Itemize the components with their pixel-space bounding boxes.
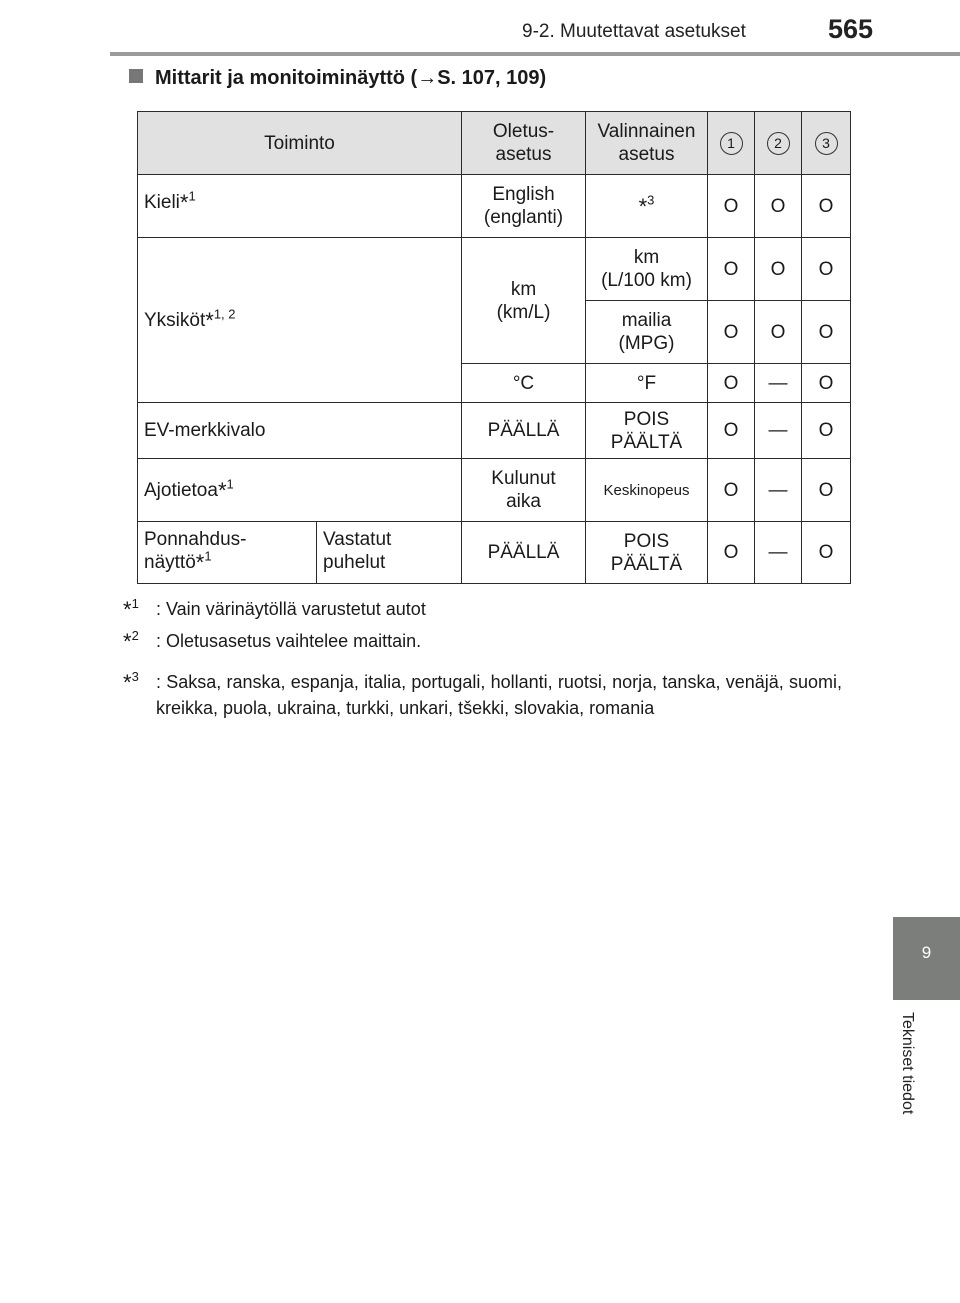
table-row [138,522,851,584]
header-col-2 [755,112,802,175]
header-function: Toiminto [138,112,462,175]
row-language-c3: O [802,175,851,238]
row-ev-name: EV-merkkivalo [138,403,462,459]
row-language-default: English (englanti) [462,175,586,238]
row-units-name: Yksiköt*$^{1, 2}$ [138,238,462,403]
table-header-row [138,112,851,175]
row-popup-c3: O [802,522,851,584]
row-units-t3: O [802,364,851,403]
circled-1-icon: 1 [720,132,743,155]
header-default: Oletus- asetus [462,112,586,175]
header-rule [110,52,960,56]
row-popup-name: Ponnahdus- näyttö*$^1$ [138,522,317,584]
circled-2-icon: 2 [767,132,790,155]
row-ev-c3: O [802,403,851,459]
square-bullet-icon [129,69,143,83]
row-units-t2: — [755,364,802,403]
page-number: 565 [828,14,874,44]
row-units-b2: O [755,301,802,364]
settings-table [137,111,851,584]
row-ev-c1: O [708,403,755,459]
row-trip-c1: O [708,459,755,522]
row-popup-c2: — [755,522,802,584]
table-row [138,459,851,522]
row-units-a2: O [755,238,802,301]
chapter-number: 9 [921,943,932,962]
row-popup-c1: O [708,522,755,584]
row-trip-optional: Keskinopeus [586,459,708,522]
row-units-b1: O [708,301,755,364]
row-ev-optional: POIS PÄÄLTÄ [586,403,708,459]
row-units-b3: O [802,301,851,364]
chapter-title [898,1012,928,1152]
row-ev-c2: — [755,403,802,459]
row-trip-name: Ajotietoa*$^1$ [138,459,462,522]
header-optional: Valinnainen asetus [586,112,708,175]
row-language-c1: O [708,175,755,238]
row-popup-default: PÄÄLLÄ [462,522,586,584]
section-title: 9-2. Muutettavat asetukset [522,21,746,42]
row-units-a1: O [708,238,755,301]
table-row [138,403,851,459]
row-units-default-temp: °C [462,364,586,403]
row-language-optional: *$^3$ [586,175,708,238]
heading-text: Mittarit ja monitoiminäyttö (→S. 107, 109) [155,67,547,89]
row-units-opt-b: mailia (MPG) [586,301,708,364]
row-units-opt-temp: °F [586,364,708,403]
section-heading [129,67,546,90]
row-units-default-distance: km (km/L) [462,238,586,364]
table-row [138,238,851,301]
row-trip-default: Kulunut aika [462,459,586,522]
row-units-a3: O [802,238,851,301]
row-language-c2: O [755,175,802,238]
header-col-1 [708,112,755,175]
row-trip-c3: O [802,459,851,522]
row-language-name: Kieli*$^1$ [138,175,462,238]
row-popup-optional: POIS PÄÄLTÄ [586,522,708,584]
row-ev-default: PÄÄLLÄ [462,403,586,459]
circled-3-icon: 3 [815,132,838,155]
row-units-t1: O [708,364,755,403]
row-units-opt-a: km (L/100 km) [586,238,708,301]
chapter-title-text: Tekniset tiedot [899,1012,916,1115]
header-col-3 [802,112,851,175]
row-trip-c2: — [755,459,802,522]
table-row [138,175,851,238]
row-popup-sub: Vastatut puhelut [317,522,462,584]
